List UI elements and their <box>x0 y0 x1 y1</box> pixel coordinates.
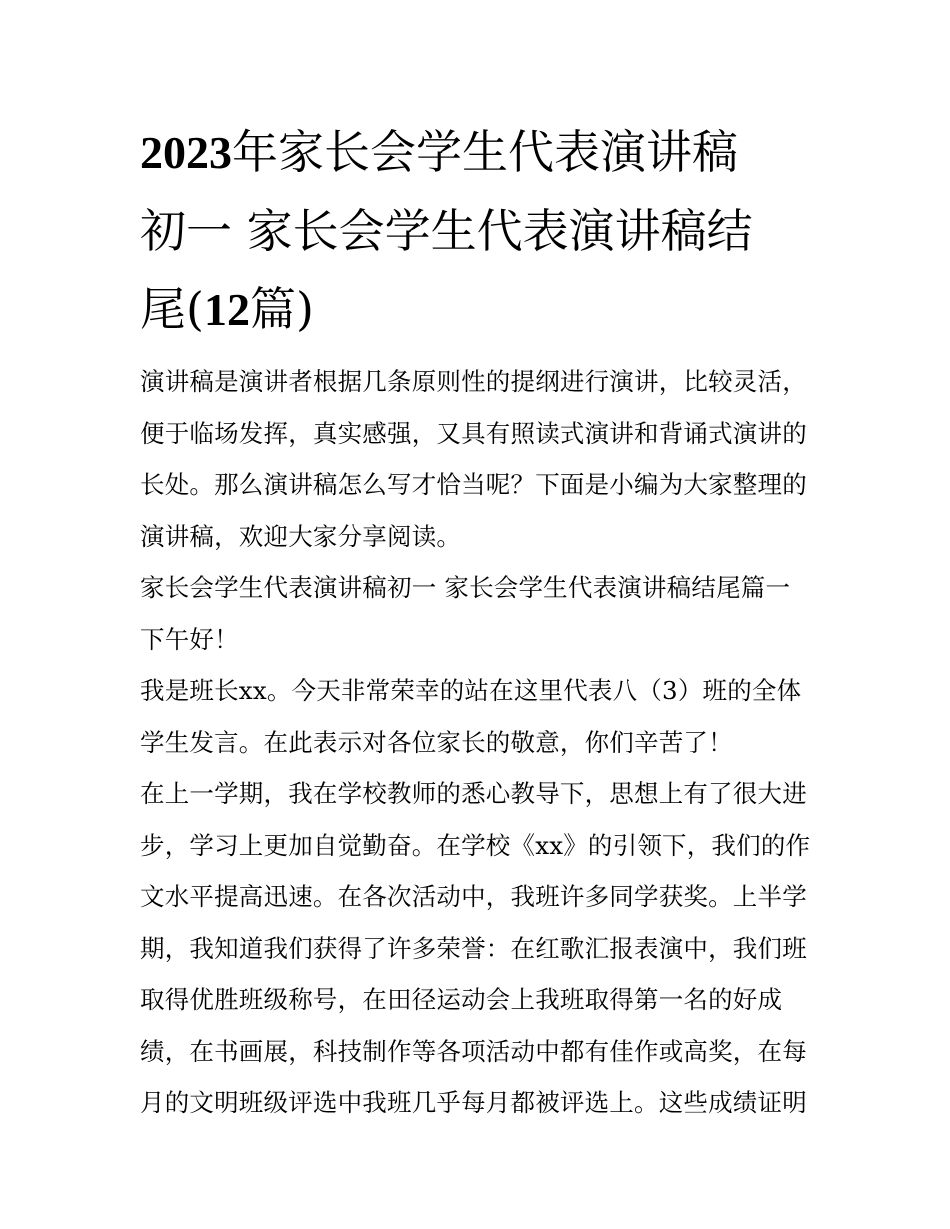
title-line-3-end: 篇) <box>249 282 314 336</box>
title-year: 2023 <box>140 127 232 178</box>
title-line-3-start: 尾( <box>140 282 204 336</box>
title-line-1: 年家长会学生代表演讲稿 <box>232 125 738 179</box>
intro-paragraph: 演讲稿是演讲者根据几条原则性的提纲进行演讲，比较灵活，便于临场发挥，真实感强，又具有照读式演讲和背诵式演讲的长处。那么演讲稿怎么写才恰当呢？下面是小编为大家整理的演讲稿，欢迎大家分享阅读。 <box>140 367 807 551</box>
document-body <box>140 356 820 1129</box>
greeting-paragraph: 下午好！ <box>140 624 239 654</box>
title-count: 12 <box>203 284 250 335</box>
section-heading: 家长会学生代表演讲稿初一 家长会学生代表演讲稿结尾篇一 <box>140 573 791 602</box>
document-title <box>140 113 820 349</box>
speech-paragraph-2: 在上一学期，我在学校教师的悉心教导下，思想上有了很大进步，学习上更加自觉勤奋。在学校《xx》的引领下，我们的作文水平提高迅速。在各次活动中，我班许多同学获奖。上半学期，我知道我们获得了许多荣誉：在红歌汇报表演中，我们班取得优胜班级称号，在田径运动会上我班取得第一名的好成绩，在书画展，科技制作等各项活动中都有佳作或高奖，在每月的文明班级评选中我班几乎每月都被评选上。这些成绩证明 <box>140 779 811 1117</box>
speech-paragraph-1: 我是班长xx。今天非常荣幸的站在这里代表八（3）班的全体学生发言。在此表示对各位家长的敬意，你们辛苦了！ <box>140 676 802 757</box>
title-line-2: 初一 家长会学生代表演讲稿结 <box>140 204 753 258</box>
